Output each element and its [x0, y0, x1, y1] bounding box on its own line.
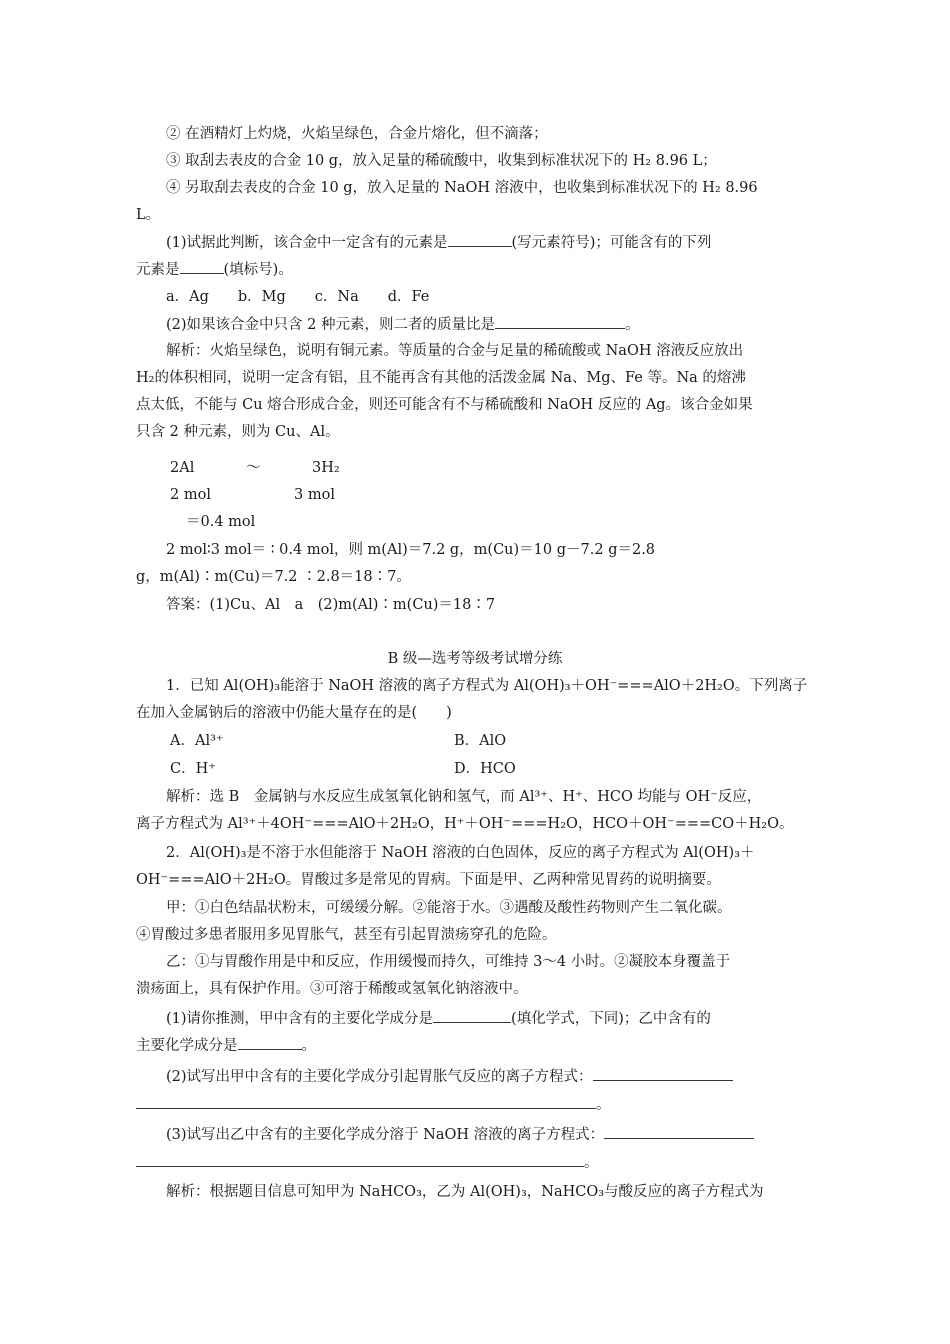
question-text: (填标号)。 — [223, 262, 293, 278]
question-text: 。 — [596, 1097, 611, 1113]
option-b: B．AlO — [454, 733, 507, 749]
answer-blank — [238, 1035, 302, 1050]
question-line: 2．Al(OH)₃是不溶于水但能溶于 NaOH 溶液的白色固体，反应的离子方程式为 Al(OH)₃＋ — [166, 845, 755, 861]
question-line: ④胃酸过多患者服用多见胃胀气，甚至有引起胃溃疡穿孔的危险。 — [136, 927, 557, 943]
analysis-line: 只含 2 种元素，则为 Cu、Al。 — [136, 424, 340, 440]
question-line — [166, 314, 639, 335]
question-line — [166, 1124, 754, 1145]
question-text: 元素是 — [136, 262, 180, 278]
question-line: 在加入金属钠后的溶液中仍能大量存在的是( ) — [136, 705, 452, 721]
analysis-line: 解析：火焰呈绿色，说明有铜元素。等质量的合金与足量的稀硫酸或 NaOH 溶液反应放出 — [166, 343, 744, 359]
answer-blank — [604, 1124, 754, 1139]
question-line: 乙：①与胃酸作用是中和反应，作用缓慢而持久，可维持 3～4 小时。②凝胶本身覆盖于 — [166, 954, 731, 970]
question-text: 主要化学成分是 — [136, 1038, 238, 1054]
option-a: A．Al³⁺ — [170, 733, 224, 749]
calculation-line: g，m(Al)∶m(Cu)＝7.2 ∶2.8＝18∶7。 — [136, 569, 411, 585]
question-text: 。 — [301, 1038, 316, 1054]
option-c: C．H⁺ — [170, 761, 216, 777]
analysis-line: H₂的体积相同，说明一定含有铝，且不能再含有其他的活泼金属 Na、Mg、Fe 等。Na 的熔沸 — [136, 370, 746, 386]
options-line: a．Ag b．Mg c．Na d．Fe — [166, 289, 430, 305]
answer-blank — [448, 232, 512, 247]
answer-blank — [136, 1152, 584, 1167]
question-text: (1)试据此判断，该合金中一定含有的元素是 — [166, 235, 448, 251]
question-line: 1．已知 Al(OH)₃能溶于 NaOH 溶液的离子方程式为 Al(OH)₃＋OH⁻===AlO＋2H₂O。下列离子 — [166, 678, 808, 694]
answer-line: 答案：(1)Cu、Al a (2)m(Al)∶m(Cu)＝18∶7 — [166, 597, 496, 613]
question-text: 。 — [624, 317, 640, 333]
question-line — [136, 1094, 611, 1115]
question-line — [166, 232, 711, 253]
equation-term: 3 mol — [294, 487, 335, 503]
question-text: (2)如果该合金中只含 2 种元素，则二者的质量比是 — [166, 317, 495, 333]
question-text: 。 — [584, 1155, 599, 1171]
question-text: (2)试写出甲中含有的主要化学成分引起胃胀气反应的离子方程式： — [166, 1069, 593, 1085]
analysis-line: 点太低，不能与 Cu 熔合形成合金，则还可能含有不与稀硫酸和 NaOH 反应的 Ag。该合金如果 — [136, 397, 753, 413]
equation-term: 2 mol — [170, 487, 211, 503]
option-d: D．HCO — [454, 761, 516, 777]
analysis-line: 解析：选 B 金属钠与水反应生成氢氧化钠和氢气，而 Al³⁺、H⁺、HCO 均能与 OH⁻反应， — [166, 789, 762, 805]
text-line: ④ 另取刮去表皮的合金 10 g，放入足量的 NaOH 溶液中，也收集到标准状况下的 H₂ 8.96 — [166, 180, 758, 196]
equation-term: ＝0.4 mol — [186, 514, 256, 530]
section-heading: B 级—选考等级考试增分练 — [387, 651, 563, 667]
question-line: OH⁻===AlO＋2H₂O。胃酸过多是常见的胃病。下面是甲、乙两种常见胃药的说明摘要。 — [136, 872, 721, 888]
text-line: L。 — [136, 207, 161, 223]
question-text: (填化学式，下同)；乙中含有的 — [511, 1011, 711, 1027]
equation-term: 2Al — [170, 460, 195, 476]
question-line: 甲：①白色结晶状粉末，可缓缓分解。②能溶于水。③遇酸及酸性药物则产生二氧化碳。 — [166, 900, 732, 916]
answer-blank — [136, 1094, 596, 1109]
question-text: (写元素符号)；可能含有的下列 — [511, 235, 712, 251]
question-line — [136, 1152, 599, 1173]
answer-blank — [433, 1008, 511, 1023]
analysis-line: 解析：根据题目信息可知甲为 NaHCO₃，乙为 Al(OH)₃，NaHCO₃与酸反应的离子方程式为 — [166, 1184, 764, 1200]
question-text: (3)试写出乙中含有的主要化学成分溶于 NaOH 溶液的离子方程式： — [166, 1127, 605, 1143]
answer-blank — [180, 259, 224, 274]
question-line — [166, 1008, 711, 1029]
question-line — [136, 1035, 316, 1056]
calculation-line: 2 mol∶3 mol＝ ∶ 0.4 mol，则 m(Al)＝7.2 g，m(Cu)＝10 g－7.2 g＝2.8 — [166, 542, 656, 558]
question-line — [136, 259, 293, 280]
question-text: (1)请你推测，甲中含有的主要化学成分是 — [166, 1011, 434, 1027]
equation-term: 3H₂ — [312, 460, 340, 476]
text-line: ② 在酒精灯上灼烧，火焰呈绿色，合金片熔化，但不滴落； — [166, 126, 548, 142]
question-line — [166, 1066, 733, 1087]
equation-term: ～ — [246, 460, 261, 476]
answer-blank — [593, 1066, 733, 1081]
text-line: ③ 取刮去表皮的合金 10 g，放入足量的稀硫酸中，收集到标准状况下的 H₂ 8.96 L； — [166, 153, 717, 169]
answer-blank — [495, 314, 625, 329]
question-line: 溃疡面上，具有保护作用。③可溶于稀酸或氢氧化钠溶液中。 — [136, 981, 528, 997]
analysis-line: 离子方程式为 Al³⁺＋4OH⁻===AlO＋2H₂O，H⁺＋OH⁻===H₂O，HCO＋OH⁻===CO＋H₂O。 — [136, 816, 794, 832]
